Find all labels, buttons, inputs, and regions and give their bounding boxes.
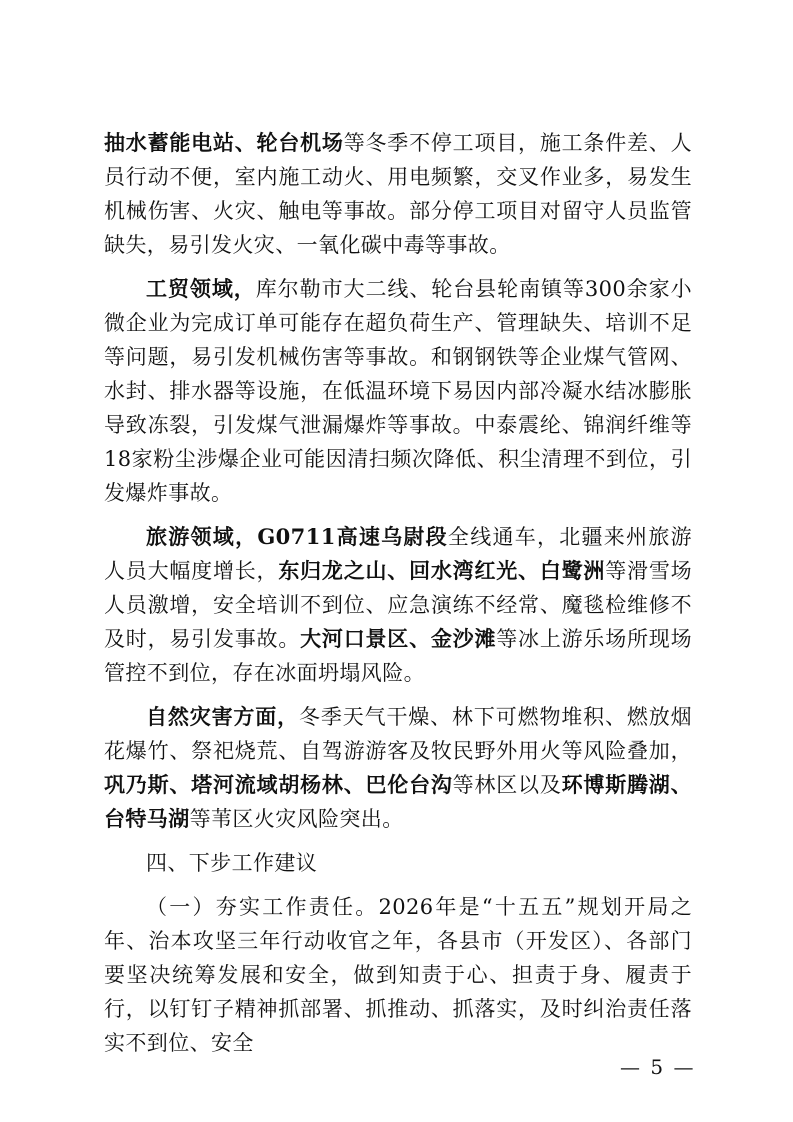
bold-phrase: 旅游领域，G0711高速乌尉段 — [146, 524, 448, 549]
paragraph-industry-trade — [104, 272, 692, 510]
page-number: — 5 — — [620, 1055, 696, 1079]
paragraph-text: 等苇区火灾风险突出。 — [189, 807, 404, 831]
bold-phrase: 自然灾害方面， — [146, 704, 300, 729]
paragraph-text: 等冬季不停工项目，施工条件差、人员行动不便，室内施工动火、用电频繁，交叉作业多，易发生机械伤害、火灾、触电等事故。部分停工项目对留守人员监管缺失，易引发火灾、一氧化碳中毒等事故。 — [104, 131, 692, 257]
paragraph-text: 库尔勒市大二线、轮台县轮南镇等300余家小微企业为完成订单可能存在超负荷生产、管理缺失、培训不足等问题，易引发机械伤害等事故。和钢钢铁等企业煤气管网、水封、排水器等设施，在低温环境下易因内部冷凝水结冰膨胀导致冻裂，引发煤气泄漏爆炸等事故。中泰震纶、锦润纤维等18家粉尘涉爆企业可能因清扫频次降低、积尘清理不到位，引发爆炸事故。 — [104, 277, 693, 505]
bold-phrase: 环博斯腾湖、台特马湖 — [104, 772, 692, 831]
paragraph-natural-disaster — [104, 700, 692, 836]
section-heading: 四、下步工作建议 — [146, 851, 318, 875]
paragraph-winter-projects — [104, 126, 692, 262]
paragraph-text: 等冰上游乐场所现场管控不到位，存在冰面坍塌风险。 — [104, 627, 692, 685]
bold-phrase: 抽水蓄能电站、轮台机场 — [104, 130, 344, 155]
bold-phrase: 大河口景区、金沙滩 — [300, 626, 497, 651]
bold-phrase: 工贸领域， — [146, 276, 256, 301]
paragraph-responsibility — [104, 890, 692, 1060]
paragraph-tourism — [104, 520, 692, 690]
paragraph-text: 冬季天气干燥、林下可燃物堆积、燃放烟花爆竹、祭祀烧荒、自驾游游客及牧民野外用火等风险叠加， — [104, 705, 692, 763]
paragraph-text: （一）夯实工作责任。2026年是“十五五”规划开局之年、治本攻坚三年行动收官之年，各县市（开发区）、各部门要坚决统筹发展和安全，做到知责于心、担责于身、履责于行，以钉钉子精神抓部署、抓推动、抓落实，及时纠治责任落实不到位、安全 — [104, 895, 692, 1055]
bold-phrase: 东归龙之山、回水湾红光、白鹭洲 — [278, 558, 606, 583]
paragraph-text: 等林区以及 — [452, 773, 562, 797]
paragraph-text: 等滑雪场人员激增，安全培训不到位、应急演练不经常、魔毯检维修不及时，易引发事故。 — [104, 559, 693, 651]
bold-phrase: 巩乃斯、塔河流域胡杨林、巴伦台沟 — [104, 772, 453, 797]
body-text — [104, 126, 692, 1060]
paragraph-text: 全线通车，北疆来州旅游人员大幅度增长， — [104, 525, 692, 583]
